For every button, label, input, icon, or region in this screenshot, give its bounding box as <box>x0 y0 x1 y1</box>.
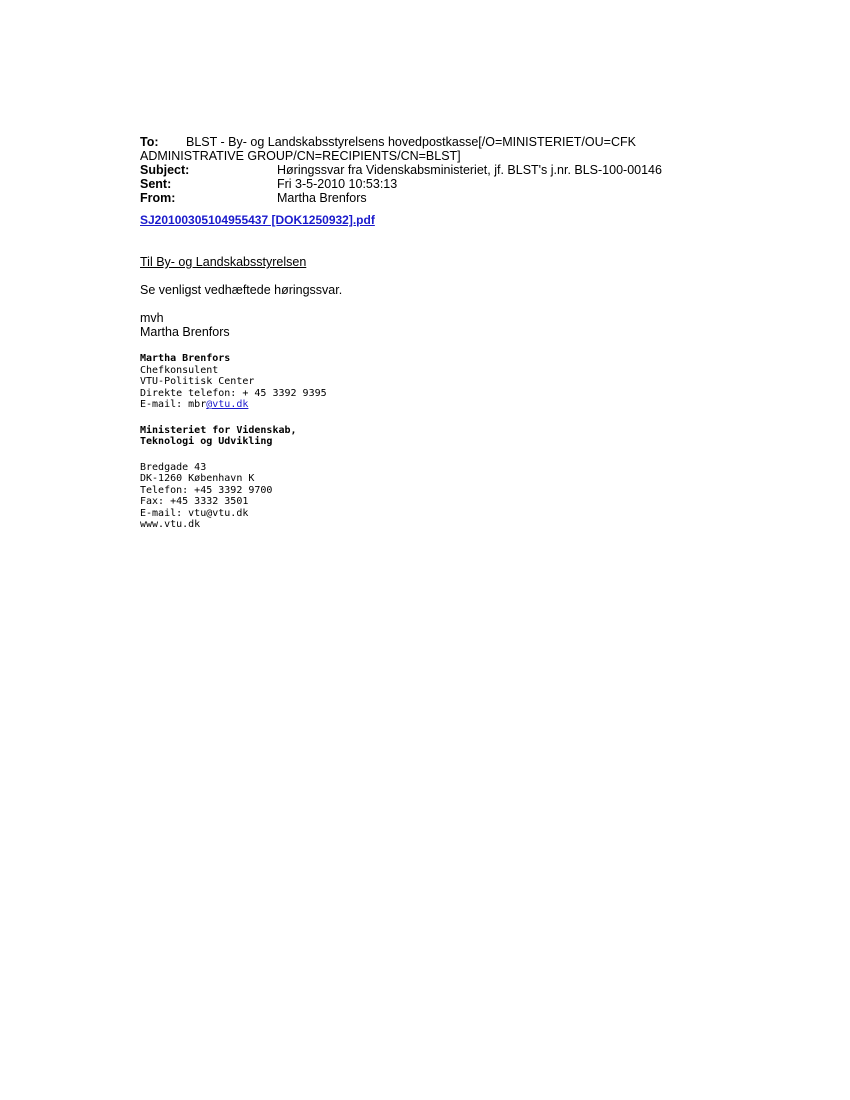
from-row <box>140 191 830 205</box>
from-label: From: <box>140 191 176 205</box>
org-name-line1: Ministeriet for Videnskab, <box>140 424 297 436</box>
subject-label: Subject: <box>140 163 190 177</box>
to-value: BLST - By- og Landskabsstyrelsens hovedpostkasse[/O=MINISTERIET/OU=CFK <box>186 135 636 149</box>
organization-block <box>140 425 830 448</box>
address-email: E-mail: vtu@vtu.dk <box>140 507 249 519</box>
org-name-line2: Teknologi og Udvikling <box>140 436 273 447</box>
address-block <box>140 462 830 531</box>
email-header <box>140 135 830 205</box>
signature-title: Chefkonsulent <box>140 364 219 376</box>
address-web: www.vtu.dk <box>140 519 201 530</box>
message: Se venligst vedhæftede høringssvar. <box>140 283 343 297</box>
closing-word: mvh <box>140 311 164 325</box>
signature-email-prefix: E-mail: mbr <box>140 399 207 410</box>
signature-email-row <box>140 399 830 411</box>
attachment-link[interactable]: SJ20100305104955437 [DOK1250932].pdf <box>140 213 375 227</box>
closing-name: Martha Brenfors <box>140 325 230 339</box>
signature-direct-phone: Direkte telefon: + 45 3392 9395 <box>140 387 327 399</box>
address-phone: Telefon: +45 3392 9700 <box>140 484 273 496</box>
email-body <box>140 255 830 339</box>
signature-name: Martha Brenfors <box>140 353 231 364</box>
subject-value: Høringssvar fra Videnskabsministeriet, jf. BLST's j.nr. BLS-100-00146 <box>277 163 662 177</box>
from-value: Martha Brenfors <box>277 191 367 205</box>
address-city: DK-1260 København K <box>140 473 255 484</box>
email-printout <box>140 135 830 531</box>
subject-row <box>140 163 830 177</box>
signature-email-link[interactable]: @vtu.dk <box>206 399 249 410</box>
to-value-continued: ADMINISTRATIVE GROUP/CN=RECIPIENTS/CN=BLST] <box>140 149 461 163</box>
to-label: To: <box>140 135 159 149</box>
address-street: Bredgade 43 <box>140 461 207 473</box>
sent-value: Fri 3-5-2010 10:53:13 <box>277 177 398 191</box>
sent-row <box>140 177 830 191</box>
greeting: Til By- og Landskabsstyrelsen <box>140 255 307 269</box>
signature-department: VTU-Politisk Center <box>140 376 255 387</box>
to-row <box>140 135 830 149</box>
signature-block <box>140 353 830 411</box>
address-fax: Fax: +45 3332 3501 <box>140 496 249 507</box>
sent-label: Sent: <box>140 177 172 191</box>
closing <box>140 311 830 339</box>
